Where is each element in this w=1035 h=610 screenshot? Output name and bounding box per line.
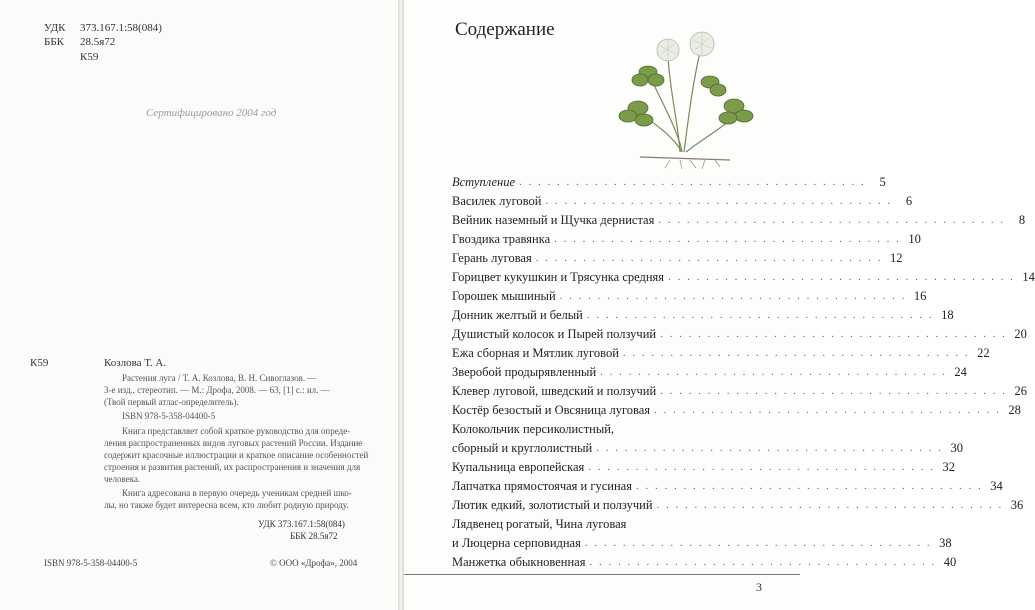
toc-entry-title: Ежа сборная и Мятлик луговой	[452, 346, 619, 360]
toc-entry[interactable]: Вступление . . . . . . . . . . . . . . . . . . . . . . . . . . . . . . . . . . . . . 5	[452, 173, 767, 192]
toc-entry[interactable]: Ежа сборная и Мятлик луговой . . . . . . . . . . . . . . . . . . . . . . . . . . . . . . . . . . . . . 22	[452, 344, 767, 363]
footer-divider	[404, 574, 800, 575]
toc-entry-title: Герань луговая	[452, 251, 532, 265]
toc-entry-title: Донник желтый и белый	[452, 308, 583, 322]
toc-entry-page: 28	[1008, 403, 1021, 417]
toc-entry[interactable]: Василек луговой . . . . . . . . . . . . . . . . . . . . . . . . . . . . . . . . . . . . . 6	[452, 192, 767, 211]
clover-illustration	[610, 12, 760, 172]
bib-code: К59	[30, 357, 49, 369]
bbk-value: 28.5я72	[80, 36, 116, 48]
toc-entry-title: Костёр безостый и Овсяница луговая	[452, 403, 651, 417]
page-title: Содержание	[455, 19, 555, 40]
toc-entry-page: 14	[1022, 270, 1035, 284]
toc-entry-page: 6	[905, 194, 913, 208]
toc-entry-continued[interactable]: и Люцерна серповидная . . . . . . . . . . . . . . . . . . . . . . . . . . . . . . . . . . . . . 38	[452, 534, 767, 553]
udk-label: УДК	[44, 22, 66, 34]
toc-entry-page: 22	[977, 346, 990, 360]
abstract-line: Книга адресована в первую очередь ученикам средней шко-	[122, 488, 352, 498]
toc-entry-page: 38	[939, 536, 952, 550]
left-page	[0, 0, 398, 610]
toc-entry-title: Клевер луговой, шведский и ползучий	[452, 384, 657, 398]
toc-entry[interactable]: Лютик едкий, золотистый и ползучий . . . . . . . . . . . . . . . . . . . . . . . . . . . . . . . . . . . . . 36	[452, 496, 767, 515]
bib-line-2: 3-е изд., стереотип. — М.: Дрофа, 2008. — 63, [1] с.: ил. —	[104, 385, 330, 395]
certification-note: Сертифицировано 2004 год	[146, 107, 277, 119]
toc-entry-continued[interactable]: сборный и круглолистный . . . . . . . . . . . . . . . . . . . . . . . . . . . . . . . . . . . . . 30	[452, 439, 767, 458]
toc-entry[interactable]: Герань луговая . . . . . . . . . . . . . . . . . . . . . . . . . . . . . . . . . . . . . 12	[452, 249, 767, 268]
bib-line-3: (Твой первый атлас-определитель).	[104, 397, 239, 407]
toc-entry-title-line2: сборный и круглолистный	[452, 441, 593, 455]
toc-entry-title: Вейник наземный и Щучка дернистая	[452, 213, 655, 227]
bbk-label: ББК	[44, 36, 64, 48]
toc-entry[interactable]	[452, 515, 767, 534]
toc-entry[interactable]: Вейник наземный и Щучка дернистая . . . . . . . . . . . . . . . . . . . . . . . . . . . . . . . . . . . . . 8	[452, 211, 767, 230]
bib-line-1: Растения луга / Т. А. Козлова, В. Н. Сивоглазов. —	[122, 373, 317, 383]
toc-entry-title: Купальница европейская	[452, 460, 585, 474]
toc-entry-page: 24	[954, 365, 967, 379]
toc-entry-page: 32	[942, 460, 956, 474]
toc-entry[interactable]: Манжетка обыкновенная . . . . . . . . . . . . . . . . . . . . . . . . . . . . . . . . . . . . . 40	[452, 553, 767, 572]
toc-entry-title: Колокольчик персиколистный,	[452, 422, 615, 436]
toc-entry-page: 12	[889, 251, 903, 265]
abstract-line: ления распространенных видов луговых растений России. Издание	[104, 438, 363, 448]
toc-entry-title: Гвоздика травянка	[452, 232, 551, 246]
bib-isbn: ISBN 978-5-358-04400-5	[122, 411, 216, 421]
toc-entry-page: 30	[950, 441, 963, 455]
footer-isbn: ISBN 978-5-358-04400-5	[44, 558, 138, 568]
bib-udk: УДК 373.167.1:58(084)	[258, 519, 345, 529]
toc-entry-title-line2: и Люцерна серповидная	[452, 536, 581, 550]
abstract-line: Книга представляет собой краткое руководство для опреде-	[122, 426, 351, 436]
toc-entry-page: 40	[943, 555, 957, 569]
toc-entry-page: 26	[1014, 384, 1027, 398]
page-number: 3	[756, 580, 762, 594]
toc-entry-title: Василек луговой	[452, 194, 542, 208]
toc-entry-page: 10	[908, 232, 921, 246]
toc-entry-title: Лядвенец рогатый, Чина луговая	[452, 517, 627, 531]
abstract-line: человека.	[104, 474, 141, 484]
toc-entry-page: 5	[879, 175, 886, 189]
abstract-line: содержит красочные иллюстрации и краткое описание особенностей	[104, 450, 369, 460]
toc-entry-page: 16	[913, 289, 927, 303]
toc-entry-title: Горицвет кукушкин и Трясунка средняя	[452, 270, 665, 284]
abstract-line: лы, но также будет интересна всем, кто любит родную природу.	[104, 500, 349, 510]
toc-entry[interactable]: Купальница европейская . . . . . . . . . . . . . . . . . . . . . . . . . . . . . . . . . . . . . 32	[452, 458, 767, 477]
footer-copyright: © ООО «Дрофа», 2004	[270, 558, 358, 568]
toc-entry-page: 20	[1014, 327, 1027, 341]
toc-entry-title: Манжетка обыкновенная	[452, 555, 586, 569]
toc-entry-page: 8	[1018, 213, 1026, 227]
toc-entry[interactable]: Костёр безостый и Овсяница луговая . . . . . . . . . . . . . . . . . . . . . . . . . . . . . . . . . . . . . 28	[452, 401, 767, 420]
toc-entry[interactable]: Душистый колосок и Пырей ползучий . . . . . . . . . . . . . . . . . . . . . . . . . . . . . . . . . . . . . 20	[452, 325, 767, 344]
toc-entry[interactable]: Гвоздика травянка . . . . . . . . . . . . . . . . . . . . . . . . . . . . . . . . . . . . . 10	[452, 230, 767, 249]
abstract-line: строения и развития растений, их распространения и значения для	[104, 462, 361, 472]
toc-entry[interactable]: Горицвет кукушкин и Трясунка средняя . . . . . . . . . . . . . . . . . . . . . . . . . . . . . . . . . . . . . 14	[452, 268, 767, 287]
classification-code: К59	[80, 51, 99, 63]
bib-bbk: ББК 28.5я72	[290, 531, 338, 541]
toc-entry[interactable]: Клевер луговой, шведский и ползучий . . . . . . . . . . . . . . . . . . . . . . . . . . . . . . . . . . . . . 26	[452, 382, 767, 401]
toc-entry[interactable]	[452, 420, 767, 439]
toc-entry-title: Лютик едкий, золотистый и ползучий	[452, 498, 653, 512]
udk-value: 373.167.1:58(084)	[80, 22, 162, 34]
toc-entry[interactable]: Донник желтый и белый . . . . . . . . . . . . . . . . . . . . . . . . . . . . . . . . . . . . . 18	[452, 306, 767, 325]
toc-entry-title: Горошек мышиный	[452, 289, 556, 303]
toc-entry-page: 34	[990, 479, 1003, 493]
toc-entry[interactable]: Горошек мышиный . . . . . . . . . . . . . . . . . . . . . . . . . . . . . . . . . . . . . 16	[452, 287, 767, 306]
toc-entry-title: Зверобой продырявленный	[452, 365, 597, 379]
toc-entry-page: 36	[1010, 498, 1024, 512]
toc-entry[interactable]: Лапчатка прямостоячая и гусиная . . . . . . . . . . . . . . . . . . . . . . . . . . . . . . . . . . . . . 34	[452, 477, 767, 496]
toc-entry-title: Душистый колосок и Пырей ползучий	[452, 327, 657, 341]
table-of-contents	[452, 173, 1035, 572]
bib-author: Козлова Т. А.	[104, 357, 167, 369]
toc-entry[interactable]: Зверобой продырявленный . . . . . . . . . . . . . . . . . . . . . . . . . . . . . . . . . . . . . 24	[452, 363, 767, 382]
toc-entry-title: Лапчатка прямостоячая и гусиная	[452, 479, 632, 493]
toc-entry-page: 18	[941, 308, 954, 322]
toc-entry-title: Вступление	[452, 175, 516, 189]
